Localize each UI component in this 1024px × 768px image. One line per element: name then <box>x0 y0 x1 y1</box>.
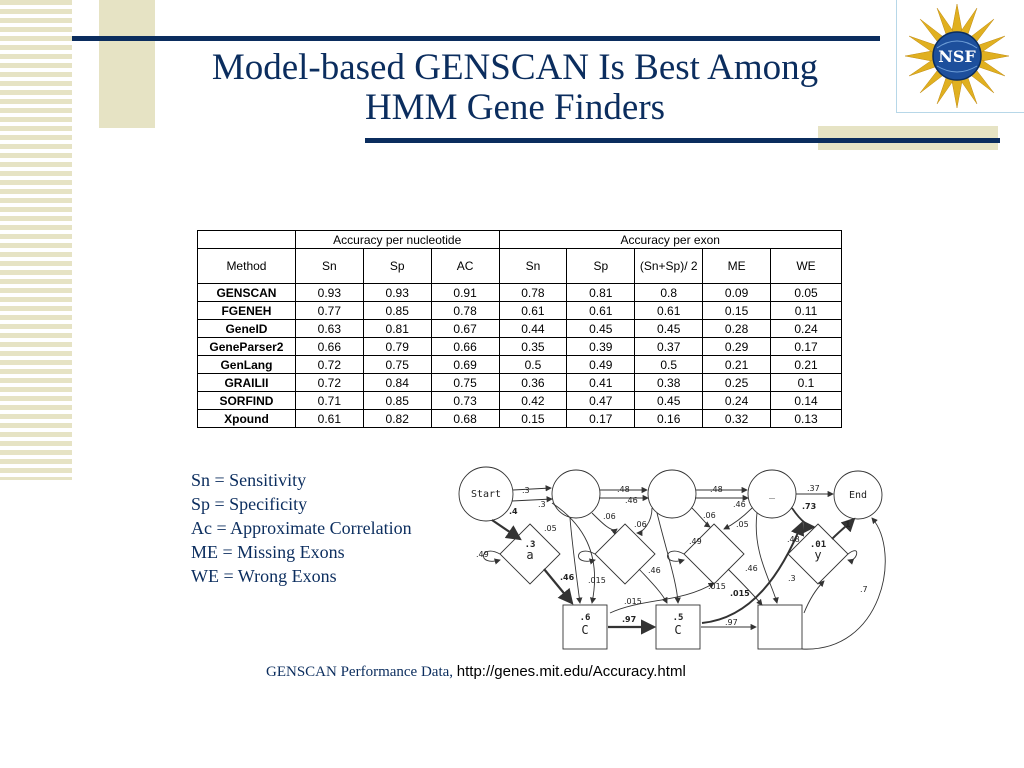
edge-label: .73 <box>802 502 817 511</box>
edge-label: .3 <box>538 500 546 509</box>
table-cell: 0.32 <box>703 410 771 428</box>
table-cell: 0.63 <box>295 320 363 338</box>
legend-item: Sn = Sensitivity <box>191 470 307 490</box>
state-c1-label: C <box>581 623 589 637</box>
table-cell: 0.91 <box>431 284 499 302</box>
table-cell: 0.85 <box>363 302 431 320</box>
col-header-sn: Sn <box>295 249 363 284</box>
method-cell: FGENEH <box>198 302 296 320</box>
table-cell: 0.78 <box>431 302 499 320</box>
decorative-bar-bottom <box>365 138 1000 143</box>
table-cell: 0.29 <box>703 338 771 356</box>
logo-text: NSF <box>938 47 976 66</box>
table-cell: 0.49 <box>567 356 635 374</box>
table-cell: 0.45 <box>635 392 703 410</box>
box-state-3 <box>758 605 802 649</box>
table-cell: 0.77 <box>295 302 363 320</box>
edge-label: .46 <box>733 500 746 509</box>
performance-table <box>197 230 842 428</box>
legend-item: Sp = Specificity <box>191 494 308 514</box>
edge-label: .3 <box>522 486 530 495</box>
table-row <box>198 392 842 410</box>
edge-label: .06 <box>603 512 616 521</box>
title-line-1: Model-based GENSCAN Is Best Among <box>211 47 819 88</box>
method-cell: GENSCAN <box>198 284 296 302</box>
table-row <box>198 284 842 302</box>
edge-label: .06 <box>703 511 716 520</box>
table-cell: 0.39 <box>567 338 635 356</box>
edge-label: .49 <box>689 537 702 546</box>
table-cell: 0.78 <box>499 284 567 302</box>
table-cell: 0.35 <box>499 338 567 356</box>
table-row <box>198 302 842 320</box>
title-line-2: HMM Gene Finders <box>364 87 666 128</box>
edge-label: .7 <box>860 585 868 594</box>
legend-item: Ac = Approximate Correlation <box>191 518 412 538</box>
table-cell: 0.41 <box>567 374 635 392</box>
table-cell: 0.79 <box>363 338 431 356</box>
edge-label: .05 <box>544 524 557 533</box>
diamond-state-3 <box>684 524 744 584</box>
edge-label: .46 <box>560 573 575 582</box>
table-cell: 0.75 <box>431 374 499 392</box>
table-cell: 0.45 <box>635 320 703 338</box>
table-cell: 0.71 <box>295 392 363 410</box>
table-cell: 0.82 <box>363 410 431 428</box>
table-cell: 0.17 <box>771 338 842 356</box>
method-cell: Xpound <box>198 410 296 428</box>
edge-label: 1 <box>845 520 851 529</box>
table-cell: 0.93 <box>363 284 431 302</box>
table-cell: 0.11 <box>771 302 842 320</box>
table-cell: 0.47 <box>567 392 635 410</box>
state-a-label: a <box>526 548 534 562</box>
start-label: Start <box>470 489 502 500</box>
edge-label: .4 <box>509 507 518 516</box>
table-cell: 0.5 <box>635 356 703 374</box>
dash-label: _ <box>768 488 776 499</box>
table-cell: 0.24 <box>771 320 842 338</box>
table-cell: 0.38 <box>635 374 703 392</box>
diamond-state-2 <box>595 524 655 584</box>
col-header-exon-sp: Sp <box>567 249 635 284</box>
hidden-state-circle-1 <box>552 470 600 518</box>
table-cell: 0.81 <box>567 284 635 302</box>
edge-label: .06 <box>634 520 647 529</box>
table-cell: 0.14 <box>771 392 842 410</box>
edge-label: .015 <box>730 589 750 598</box>
table-cell: 0.21 <box>703 356 771 374</box>
state-c1-prob: .6 <box>579 613 591 623</box>
edge-label: .46 <box>648 566 661 575</box>
table-cell: 0.36 <box>499 374 567 392</box>
page-title <box>160 48 870 128</box>
edge-label: .97 <box>725 618 738 627</box>
table-cell: 0.25 <box>703 374 771 392</box>
table-cell: 0.09 <box>703 284 771 302</box>
table-row <box>198 338 842 356</box>
table-cell: 0.45 <box>567 320 635 338</box>
table-cell: 0.21 <box>771 356 842 374</box>
group-header-nucleotide: Accuracy per nucleotide <box>295 231 499 249</box>
table-cell: 0.61 <box>567 302 635 320</box>
table-cell: 0.15 <box>703 302 771 320</box>
edge-label: .37 <box>807 484 820 493</box>
source-url-link[interactable]: http://genes.mit.edu/Accuracy.html <box>456 663 686 680</box>
state-c2-label: C <box>674 623 682 637</box>
table-group-header-row <box>198 231 842 249</box>
nsf-logo <box>896 0 1024 113</box>
table-cell: 0.72 <box>295 356 363 374</box>
table-cell: 0.72 <box>295 374 363 392</box>
decorative-square-top <box>99 0 155 128</box>
col-header-ac: AC <box>431 249 499 284</box>
table-row <box>198 356 842 374</box>
edge-label: .3 <box>788 574 796 583</box>
table-cell: 0.42 <box>499 392 567 410</box>
table-cell: 0.1 <box>771 374 842 392</box>
caption <box>266 663 686 681</box>
col-header-me: ME <box>703 249 771 284</box>
edge-label: .97 <box>622 615 637 624</box>
edge-label: .48 <box>617 485 630 494</box>
table-corner-cell <box>198 231 296 249</box>
table-cell: 0.93 <box>295 284 363 302</box>
table-cell: 0.16 <box>635 410 703 428</box>
table-cell: 0.69 <box>431 356 499 374</box>
table-header-row <box>198 249 842 284</box>
state-c2-prob: .5 <box>672 613 684 623</box>
edge-label: .05 <box>736 520 749 529</box>
table-cell: 0.66 <box>431 338 499 356</box>
decorative-bar-top <box>72 36 880 41</box>
table-cell: 0.61 <box>295 410 363 428</box>
decorative-stripes <box>0 0 72 480</box>
table-row <box>198 374 842 392</box>
table-cell: 0.44 <box>499 320 567 338</box>
method-cell: GenLang <box>198 356 296 374</box>
abbreviation-legend <box>191 468 412 588</box>
state-y-label: y <box>814 548 822 562</box>
table-row <box>198 320 842 338</box>
edge-label: .46 <box>745 564 758 573</box>
table-cell: 0.24 <box>703 392 771 410</box>
legend-item: WE = Wrong Exons <box>191 566 337 586</box>
edge-label: .46 <box>625 496 638 505</box>
method-cell: GRAILII <box>198 374 296 392</box>
hmm-diagram-svg <box>452 463 904 653</box>
col-header-sn-sp-avg: (Sn+Sp)/ 2 <box>635 249 703 284</box>
table-cell: 0.67 <box>431 320 499 338</box>
caption-text: GENSCAN Performance Data, <box>266 664 457 680</box>
edge-label: .015 <box>708 582 726 591</box>
table-cell: 0.75 <box>363 356 431 374</box>
table-cell: 0.8 <box>635 284 703 302</box>
table-cell: 0.13 <box>771 410 842 428</box>
table-cell: 0.61 <box>499 302 567 320</box>
edge-label: .48 <box>710 485 723 494</box>
edge-label: .015 <box>624 597 642 606</box>
state-a-prob: .3 <box>524 540 536 550</box>
table-cell: 0.68 <box>431 410 499 428</box>
edge-label: .49 <box>476 550 489 559</box>
edge-label: .015 <box>588 576 606 585</box>
method-cell: GeneParser2 <box>198 338 296 356</box>
col-header-we: WE <box>771 249 842 284</box>
table-cell: 0.17 <box>567 410 635 428</box>
hidden-state-circle-2 <box>648 470 696 518</box>
table-cell: 0.28 <box>703 320 771 338</box>
table-cell: 0.81 <box>363 320 431 338</box>
group-header-exon: Accuracy per exon <box>499 231 842 249</box>
table-cell: 0.84 <box>363 374 431 392</box>
edge-label: .48 <box>787 535 800 544</box>
col-header-method: Method <box>198 249 296 284</box>
table-cell: 0.37 <box>635 338 703 356</box>
table-cell: 0.61 <box>635 302 703 320</box>
nsf-logo-icon <box>897 0 1024 112</box>
col-header-sp: Sp <box>363 249 431 284</box>
table-row <box>198 410 842 428</box>
table-cell: 0.85 <box>363 392 431 410</box>
col-header-exon-sn: Sn <box>499 249 567 284</box>
table-cell: 0.5 <box>499 356 567 374</box>
table-cell: 0.66 <box>295 338 363 356</box>
state-y-prob: .01 <box>809 540 827 550</box>
table-cell: 0.05 <box>771 284 842 302</box>
method-cell: SORFIND <box>198 392 296 410</box>
method-cell: GeneID <box>198 320 296 338</box>
hmm-state-diagram <box>452 463 904 658</box>
legend-item: ME = Missing Exons <box>191 542 345 562</box>
end-label: End <box>848 490 868 501</box>
table-cell: 0.73 <box>431 392 499 410</box>
table-cell: 0.15 <box>499 410 567 428</box>
